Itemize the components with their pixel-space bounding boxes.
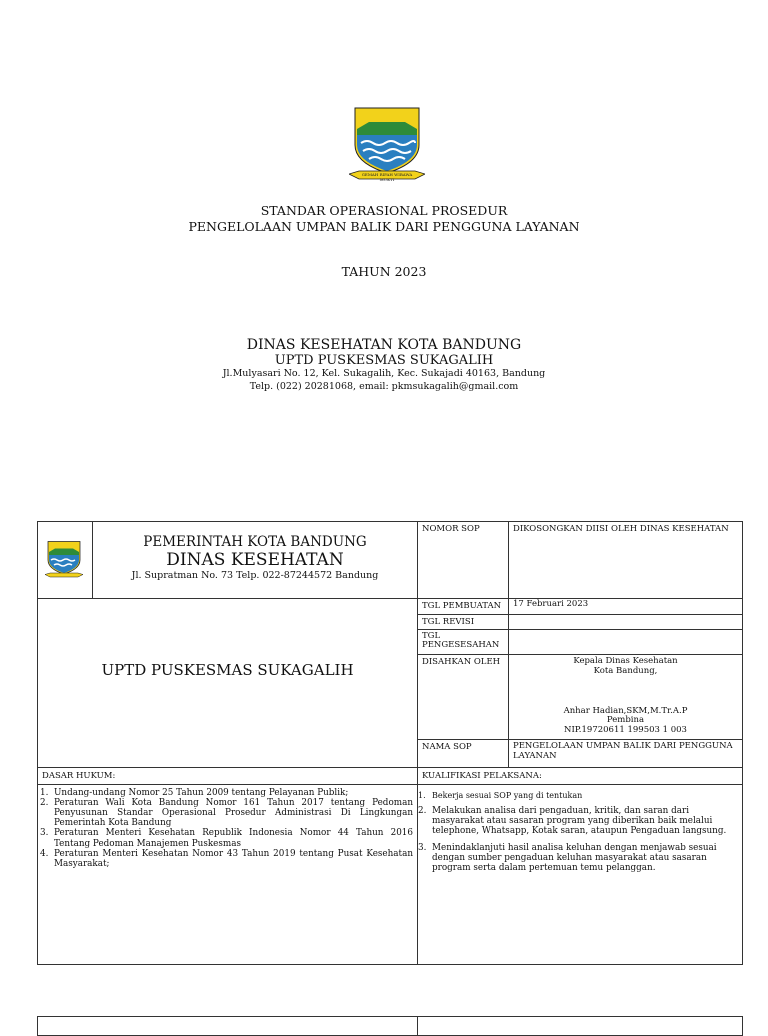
dasar-hukum-list	[40, 788, 413, 869]
agency-address: Jl. Supratman No. 73 Telp. 022-87244572 Bandung	[131, 570, 379, 581]
nomor-sop-label: NOMOR SOP	[417, 521, 509, 599]
signer-title-1: Kepala Dinas Kesehatan	[573, 656, 678, 666]
department-name: DINAS KESEHATAN KOTA BANDUNG	[246, 337, 522, 353]
unit-name-cell	[37, 598, 418, 768]
list-item: 1. Undang-undang Nomor 25 Tahun 2009 tentang Pelayanan Publik;	[40, 788, 349, 798]
nomor-sop-value: DIKOSONGKAN DIISI OLEH DINAS KESEHATAN	[508, 521, 743, 599]
next-table-right-cell	[417, 1016, 743, 1036]
tgl-pengesahan-value	[508, 629, 743, 655]
unit-name-label: UPTD PUSKESMAS SUKAGALIH	[101, 661, 354, 679]
kualifikasi-list	[418, 791, 736, 873]
list-item: 3. Menindaklanjuti hasil analisa keluhan dengan menjawab sesuai dengan sumber pengaduan keluhan masyarakat atau sasaran program serta dalam pertemuan temu pelanggan.	[418, 842, 717, 873]
tgl-revisi-value	[508, 614, 743, 630]
emblem-motto: GEMAH RIPAH WIBAWA MUKTI	[361, 172, 413, 182]
list-item: 2. Peraturan Wali Kota Bandung Nomor 161 Tahun 2017 tentang Pedoman Penyusunan Standar Operasional Prosedur Administrasi Di Lingkungan Pemerintah Kota Bandung	[40, 798, 413, 829]
signer-rank: Pembina	[606, 715, 645, 726]
doc-year: TAHUN 2023	[341, 264, 427, 279]
doc-title-line2: PENGELOLAAN UMPAN BALIK DARI PENGGUNA LAYANAN	[188, 219, 580, 234]
signer-title-2: Kota Bandung,	[593, 665, 658, 676]
list-item: 2. Melakukan analisa dari pengaduan, kritik, dan saran dari masyarakat atau sasaran program yang diberikan baik melalui telephone, Whatsapp, Kotak saran, ataupun Pengaduan langsung.	[418, 806, 727, 837]
table-logo-cell	[37, 521, 93, 599]
list-item: 1. Bekerja sesuai SOP yang di tentukan	[418, 791, 583, 800]
list-item: 4. Peraturan Menteri Kesehatan Nomor 43 Tahun 2019 tentang Pusat Kesehatan Masyarakat;	[40, 848, 413, 869]
signer-name: Anhar Hadian,SKM,M.Tr.A.P	[563, 705, 688, 716]
signer-nip: NIP.19720611 199503 1 003	[564, 725, 687, 736]
nama-sop-value: PENGELOLAAN UMPAN BALIK DARI PENGGUNA LAYANAN	[508, 739, 743, 768]
signature-block	[508, 654, 743, 740]
list-item: 3. Peraturan Menteri Kesehatan Republik Indonesia Nomor 44 Tahun 2016 Tentang Pedoman Manajemen Puskesmas	[40, 828, 413, 849]
unit-contact: Telp. (022) 20281068, email: pkmsukagalih@gmail.com	[249, 381, 519, 392]
agency-name: DINAS KESEHATAN	[166, 550, 344, 570]
unit-name: UPTD PUSKESMAS SUKAGALIH	[274, 353, 494, 368]
bandung-emblem-small	[44, 540, 84, 583]
unit-address: Jl.Mulyasari No. 12, Kel. Sukagalih, Kec. Sukajadi 40163, Bandung	[222, 368, 546, 379]
doc-title-line1: STANDAR OPERASIONAL PROSEDUR	[260, 203, 508, 218]
tgl-revisi-label: TGL REVISI	[417, 614, 509, 630]
gov-name: PEMERINTAH KOTA BANDUNG	[143, 534, 367, 550]
signature-space	[513, 677, 738, 707]
next-table-left-cell	[37, 1016, 418, 1036]
nama-sop-label: NAMA SOP	[417, 739, 509, 768]
dasar-hukum-label: DASAR HUKUM:	[37, 767, 418, 785]
disahkan-label: DISAHKAN OLEH	[417, 654, 509, 740]
agency-header-cell	[92, 521, 418, 599]
tgl-pembuatan-label: TGL PEMBUATAN	[417, 598, 509, 615]
kualifikasi-label: KUALIFIKASI PELAKSANA:	[417, 767, 743, 785]
kualifikasi-list-cell	[417, 784, 743, 965]
dasar-hukum-list-cell	[37, 784, 418, 965]
tgl-pengesahan-label: TGL PENGESESAHAN	[417, 629, 509, 655]
tgl-pembuatan-value: 17 Februari 2023	[508, 598, 743, 615]
